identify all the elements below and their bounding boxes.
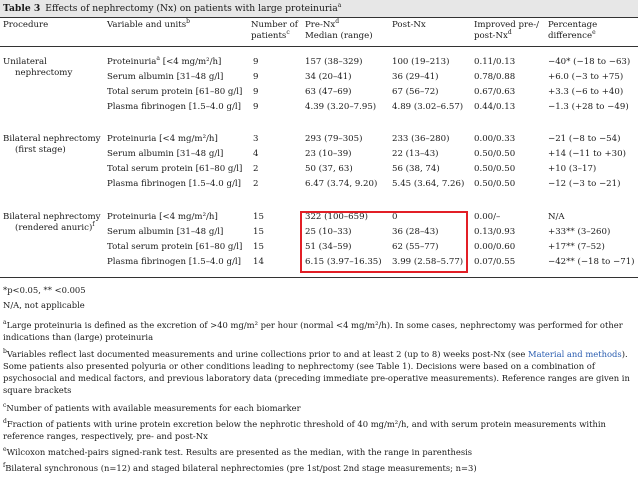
cell-post-nx: 4.89 (3.02–6.57) — [392, 102, 464, 112]
cell-patients: 2 — [253, 179, 259, 189]
cell-pre-nx: 322 (100–659) — [305, 212, 368, 222]
cell-pre-nx: 293 (79–305) — [305, 134, 363, 144]
cell-percentage: +6.0 (−3 to +75) — [548, 72, 624, 82]
cell-variable: Plasma fibrinogen [1.5–4.0 g/l] — [107, 179, 241, 189]
cell-pre-nx: 50 (37, 63) — [305, 164, 353, 174]
cell-pre-nx: 4.39 (3.20–7.95) — [305, 102, 377, 112]
cell-percentage: N/A — [548, 212, 565, 222]
cell-variable: Serum albumin [31–48 g/l] — [107, 227, 224, 237]
procedure-label: Unilateral nephrectomy — [3, 57, 73, 78]
header-procedure: Procedure — [3, 20, 49, 30]
cell-patients: 9 — [253, 102, 259, 112]
cell-patients: 3 — [253, 134, 259, 144]
cell-improved: 0.50/0.50 — [474, 179, 516, 189]
header-rule — [0, 46, 638, 47]
highlight-box — [300, 211, 468, 273]
cell-variable: Proteinuria [<4 mg/m²/h] — [107, 134, 218, 144]
material-methods-link[interactable]: Material and methods — [528, 349, 622, 359]
footnote-na: N/A, not applicable — [3, 300, 85, 310]
cell-variable: Total serum protein [61–80 g/l] — [107, 164, 243, 174]
header-percentage: Percentage difference$^e$ — [548, 20, 598, 41]
table-label: Table 3 — [3, 3, 41, 14]
cell-improved: 0.07/0.55 — [474, 257, 516, 267]
cell-post-nx: 67 (56–72) — [392, 87, 439, 97]
cell-pre-nx: 34 (20–41) — [305, 72, 352, 82]
cell-patients: 4 — [253, 149, 259, 159]
cell-post-nx: 56 (38, 74) — [392, 164, 440, 174]
cell-percentage: −42** (−18 to −71) — [548, 257, 635, 267]
footnote-f: $^f$Bilateral synchronous (n=12) and staged bilateral nephrectomies (pre 1st/post 2nd stage measurements; n=3) — [3, 462, 477, 473]
cell-variable: Plasma fibrinogen [1.5–4.0 g/l] — [107, 102, 241, 112]
cell-variable: Serum albumin [31–48 g/l] — [107, 72, 224, 82]
cell-percentage: +10 (3–17) — [548, 164, 597, 174]
cell-pre-nx: 157 (38–329) — [305, 57, 363, 67]
table-title: Effects of nephrectomy (Nx) on patients with large proteinuria — [45, 3, 338, 14]
footnote-c: $^c$Number of patients with available measurements for each biomarker — [3, 402, 301, 413]
cell-patients: 9 — [253, 57, 259, 67]
cell-patients: 9 — [253, 87, 259, 97]
cell-post-nx: 62 (55–77) — [392, 242, 439, 252]
cell-pre-nx: 23 (10–39) — [305, 149, 352, 159]
footnote-e: $^e$Wilcoxon matched-pairs signed-rank test. Results are presented as the median, with the range in parenthesis — [3, 446, 473, 457]
cell-post-nx: 233 (36–280) — [392, 134, 450, 144]
cell-variable: Proteinuria$^a$ [<4 mg/m²/h] — [107, 55, 222, 67]
cell-variable: Plasma fibrinogen [1.5–4.0 g/l] — [107, 257, 241, 267]
header-patients: Number of patients$^c$ — [251, 20, 298, 41]
cell-patients: 14 — [253, 257, 264, 267]
cell-post-nx: 5.45 (3.64, 7.26) — [392, 179, 465, 189]
cell-post-nx: 0 — [392, 212, 398, 222]
cell-percentage: +17** (7–52) — [548, 242, 605, 252]
cell-patients: 15 — [253, 227, 264, 237]
cell-pre-nx: 63 (47–69) — [305, 87, 352, 97]
cell-improved: 0.00/0.33 — [474, 134, 516, 144]
cell-pre-nx: 6.47 (3.74, 9.20) — [305, 179, 378, 189]
cell-improved: 0.13/0.93 — [474, 227, 516, 237]
cell-patients: 2 — [253, 164, 259, 174]
cell-post-nx: 36 (29–41) — [392, 72, 439, 82]
top-rule — [0, 17, 638, 18]
cell-percentage: +33** (3–260) — [548, 227, 611, 237]
cell-patients: 15 — [253, 242, 264, 252]
cell-percentage: +3.3 (−6 to +40) — [548, 87, 624, 97]
cell-percentage: −21 (−8 to −54) — [548, 134, 621, 144]
cell-patients: 9 — [253, 72, 259, 82]
cell-post-nx: 22 (13–43) — [392, 149, 439, 159]
cell-patients: 15 — [253, 212, 264, 222]
cell-improved: 0.50/0.50 — [474, 149, 516, 159]
cell-pre-nx: 25 (10–33) — [305, 227, 352, 237]
cell-improved: 0.67/0.63 — [474, 87, 516, 97]
cell-percentage: −40* (−18 to −63) — [548, 57, 631, 67]
procedure-label: Bilateral nephrectomy (first stage) — [3, 134, 101, 155]
cell-post-nx: 36 (28–43) — [392, 227, 439, 237]
cell-variable: Total serum protein [61–80 g/l] — [107, 87, 243, 97]
cell-pre-nx: 51 (34–59) — [305, 242, 352, 252]
bottom-rule — [0, 277, 638, 278]
procedure-label: Bilateral nephrectomy (rendered anuric)$^f$ — [3, 212, 101, 233]
footnote-significance: *p<0.05, ** <0.005 — [3, 285, 86, 295]
cell-variable: Serum albumin [31–48 g/l] — [107, 149, 224, 159]
cell-post-nx: 100 (19–213) — [392, 57, 450, 67]
cell-pre-nx: 6.15 (3.97–16.35) — [305, 257, 382, 267]
cell-improved: 0.00/– — [474, 212, 501, 222]
footnote-d: $^d$Fraction of patients with urine protein excretion below the nephrotic threshold of 40 mg/m²/h, and with serum protein measurements within reference ranges, respectively, pre- and post-Nx — [3, 418, 606, 441]
cell-variable: Total serum protein [61–80 g/l] — [107, 242, 243, 252]
header-improved: Improved pre-/ post-Nx$^d$ — [474, 20, 539, 41]
cell-percentage: −12 (−3 to −21) — [548, 179, 621, 189]
cell-improved: 0.44/0.13 — [474, 102, 516, 112]
caption-footnote-mark: a — [337, 1, 342, 9]
header-pre-nx: Pre-Nx$^d$ Median (range) — [305, 18, 373, 41]
cell-improved: 0.11/0.13 — [474, 57, 516, 67]
cell-post-nx: 3.99 (2.58–5.77) — [392, 257, 464, 267]
header-post-nx: Post-Nx — [392, 20, 426, 30]
cell-percentage: −1.3 (+28 to −49) — [548, 102, 629, 112]
footnote-a: $^a$Large proteinuria is defined as the excretion of >40 mg/m² per hour (normal <4 mg/m²/h). In some cases, nephrectomy was performed for other indications than (large) proteinuria — [3, 319, 623, 342]
table-caption — [0, 0, 638, 17]
cell-improved: 0.78/0.88 — [474, 72, 516, 82]
cell-improved: 0.50/0.50 — [474, 164, 516, 174]
footnote-b: $^b$Variables reflect last documented measurements and urine collections prior to and at least 2 (up to 8) weeks post-Nx (see Material and methods). Some patients also presented polyuria or other conditions leading to nephrectomy (see Table 1). Decisions were based on a combination of psychosocial and medical factors, and previous laboratory data (preceding immediate pre-operative measurements). Reference ranges are given in square brackets — [3, 348, 630, 395]
cell-variable: Proteinuria [<4 mg/m²/h] — [107, 212, 218, 222]
cell-percentage: +14 (−11 to +30) — [548, 149, 626, 159]
cell-improved: 0.00/0.60 — [474, 242, 516, 252]
header-variable: Variable and units$^b$ — [107, 18, 191, 30]
